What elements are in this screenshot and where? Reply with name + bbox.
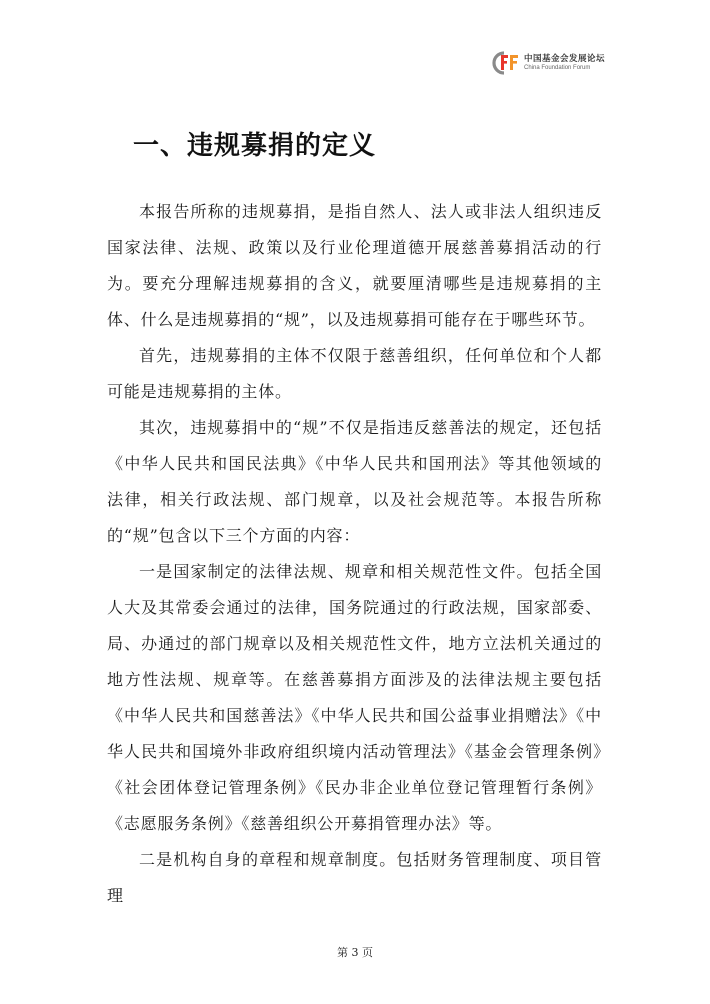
header-logo: [491, 50, 605, 76]
paragraph-definition: 本报告所称的违规募捐，是指自然人、法人或非法人组织违反国家法律、法规、政策以及行业伦理道德开展慈善募捐活动的行为。要充分理解违规募捐的含义，就要厘清哪些是违规募捐的主体、什么是违规募捐的“规”，以及违规募捐可能存在于哪些环节。: [107, 202, 602, 329]
body-text: [107, 194, 602, 914]
logo-text: [524, 55, 605, 72]
logo-english-name: China Foundation Forum: [524, 65, 591, 72]
paragraph-national-laws: 一是国家制定的法律法规、规章和相关规范性文件。包括全国人大及其常委会通过的法律，国务院通过的行政法规，国家部委、局、办通过的部门规章以及相关规范性文件，地方立法机关通过的地方性法规、规章等。在慈善募捐方面涉及的法律法规主要包括《中华人民共和国慈善法》《中华人民共和国公益事业捐赠法》《中华人民共和国境外非政府组织境内活动管理法》《基金会管理条例》《社会团体登记管理条例》《民办非企业单位登记管理暂行条例》《志愿服务条例》《慈善组织公开募捐管理办法》等。: [107, 562, 602, 833]
logo-chinese-name: 中国基金会发展论坛: [524, 53, 606, 64]
paragraph-institution-rules: 二是机构自身的章程和规章制度。包括财务管理制度、项目管理: [107, 850, 602, 905]
paragraph-subject: 首先，违规募捐的主体不仅限于慈善组织，任何单位和个人都可能是违规募捐的主体。: [107, 346, 602, 401]
section-title: 一、违规募捐的定义: [133, 131, 377, 161]
page-number: 第 3 页: [337, 946, 373, 959]
foundation-forum-logo-icon: [491, 50, 521, 76]
paragraph-rules-scope: 其次，违规募捐中的“规”不仅是指违反慈善法的规定，还包括《中华人民共和国民法典》《中华人民共和国刑法》等其他领域的法律，相关行政法规、部门规章，以及社会规范等。本报告所称的“规”包含以下三个方面的内容：: [107, 418, 602, 545]
